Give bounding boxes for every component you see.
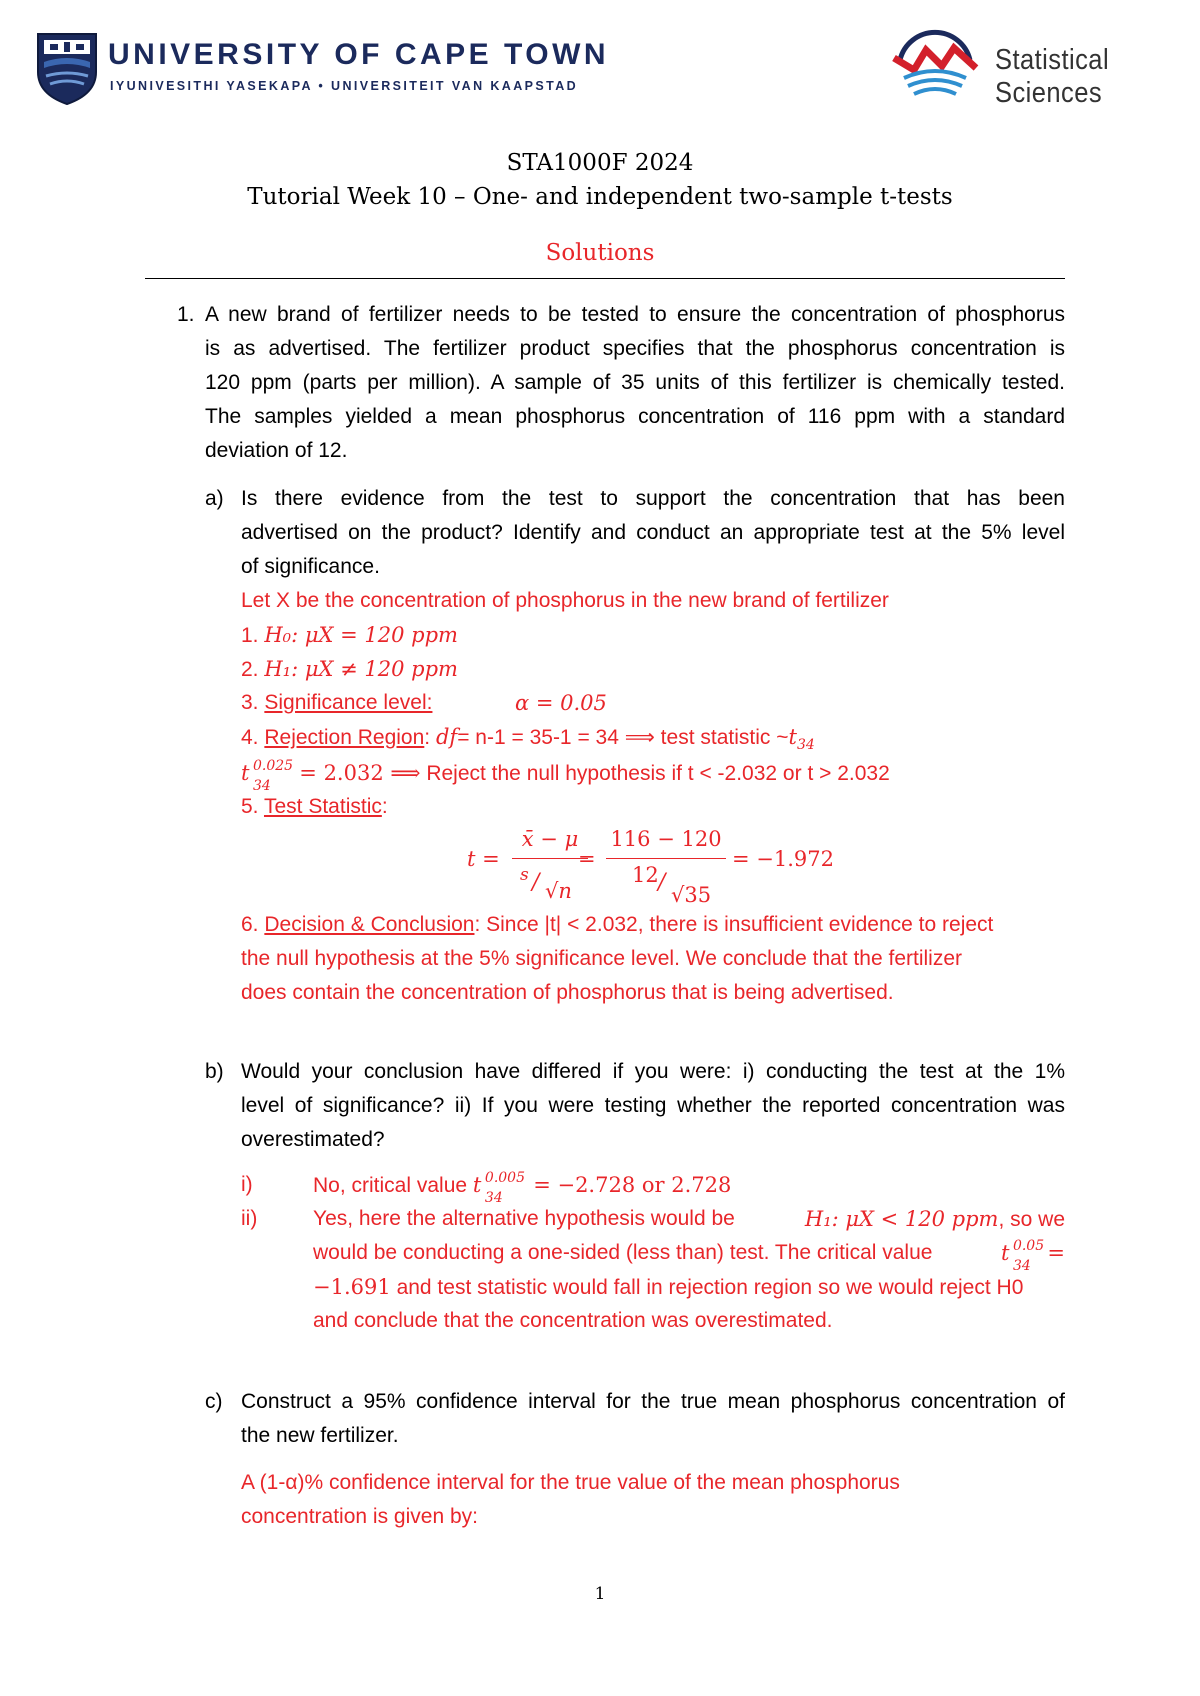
question-text-line: The samples yielded a mean phosphorus concentration of 116 ppm with a standard	[205, 405, 1065, 428]
university-subtitle: IYUNIVESITHI YASEKAPA • UNIVERSITEIT VAN KAAPSTAD	[110, 79, 579, 93]
formula-denominator-s: s	[520, 865, 529, 885]
part-text-line: Construct a 95% confidence interval for the true mean phosphorus concentration of	[241, 1390, 1065, 1413]
critical-equals: = 2.032 ⟹	[299, 761, 421, 785]
df-symbol: df	[435, 725, 458, 749]
part-text-line: advertised on the product? Identify and conduct an appropriate test at the 5% level	[241, 521, 1065, 544]
formula-numerator-2: 116 − 120	[610, 827, 722, 851]
formula-denominator-sqrt35: √35	[671, 883, 712, 907]
step-number: 5.	[241, 795, 259, 818]
step-number: 3.	[241, 691, 259, 714]
t-symbol: t	[241, 761, 250, 785]
part-text-line: Would your conclusion have differed if you were: i) conducting the test at the 1%	[241, 1060, 1065, 1083]
step-label: Rejection Region	[264, 726, 425, 749]
answer-ii-line: and conclude that the concentration was overestimated.	[313, 1309, 833, 1332]
step-label: Test Statistic	[263, 795, 382, 818]
formula-result: = −1.972	[732, 847, 834, 871]
answer-ii-line	[313, 1236, 1065, 1274]
solutions-heading: Solutions	[545, 240, 655, 266]
colon: :	[381, 795, 388, 818]
answer-text-line: concentration is given by:	[241, 1505, 478, 1528]
part-text-line: overestimated?	[241, 1128, 385, 1151]
slash: /	[532, 870, 540, 895]
answer-text: Yes, here the alternative hypothesis would be	[313, 1207, 735, 1230]
formula-denominator-sqrtn: √n	[545, 879, 572, 903]
critical-value-line	[241, 756, 890, 794]
question-text-line: is as advertised. The fertilizer product specifies that the phosphorus concentration is	[205, 337, 1065, 360]
critical-value: −1.691	[313, 1275, 391, 1299]
formula-numerator-1: x̄ − μ	[521, 827, 579, 851]
answer-intro: Let X be the concentration of phosphorus in the new brand of fertilizer	[241, 589, 889, 612]
reject-rule: Reject the null hypothesis if t < -2.032 or t > 2.032	[426, 762, 890, 785]
alpha-value: α = 0.05	[515, 691, 607, 715]
t-superscript: 0.025	[253, 758, 294, 774]
critical-t	[472, 1170, 525, 1206]
fraction-bar	[606, 858, 726, 859]
decision-text-line: : Since |t| < 2.032, there is insufficient evidence to reject	[474, 913, 994, 936]
step-alt-hypothesis	[241, 652, 458, 687]
critical-t	[1000, 1238, 1045, 1274]
critical-t	[241, 758, 294, 794]
answer-i	[313, 1168, 732, 1206]
uct-crest-logo	[36, 32, 98, 106]
step-test-statistic	[241, 790, 388, 824]
part-label: c)	[205, 1390, 223, 1413]
formula-t-eq: t =	[467, 847, 500, 871]
step-null-hypothesis	[241, 618, 458, 653]
answer-text: and test statistic would fall in rejection region so we would reject H0	[396, 1276, 1024, 1299]
answer-ii-line	[313, 1270, 1023, 1305]
part-text-line: of significance.	[241, 555, 380, 578]
step-number: 2.	[241, 658, 259, 681]
department-name: Statistical Sciences	[995, 44, 1110, 109]
question-text-line: A new brand of fertilizer needs to be tested to ensure the concentration of phosphorus	[205, 303, 1065, 326]
part-text-line: Is there evidence from the test to support the concentration that has been	[241, 487, 1065, 510]
step-number: 4.	[241, 726, 259, 749]
step-significance	[241, 686, 432, 720]
equals: =	[1047, 1241, 1065, 1265]
answer-text-line: A (1-α)% confidence interval for the true value of the mean phosphorus	[241, 1471, 900, 1494]
answer-i-text: No, critical value	[313, 1174, 468, 1197]
statistical-sciences-logo	[880, 20, 990, 104]
answer-i-values: = −2.728 or 2.728	[533, 1173, 732, 1197]
t-subscript: 34	[253, 778, 271, 794]
t-subscript: 34	[484, 1190, 503, 1206]
colon: :	[424, 726, 431, 749]
t-subscript: 34	[796, 737, 815, 754]
page-number: 1	[594, 1584, 606, 1604]
answer-text: would be conducting a one-sided (less than) test. The critical value	[313, 1241, 933, 1264]
step-label: Significance level:	[264, 691, 433, 714]
step-number: 6.	[241, 913, 259, 936]
step-decision	[241, 908, 993, 942]
question-text-line: 120 ppm (parts per million). A sample of 35 units of this fertilizer is chemically tested.	[205, 371, 1065, 394]
formula-eq-2: =	[578, 847, 596, 871]
part-label: b)	[205, 1060, 224, 1083]
formula-denominator-12: 12	[632, 863, 659, 887]
tutorial-title: Tutorial Week 10 – One- and independent two-sample t-tests	[247, 184, 953, 210]
alt-hypothesis-math: H₁: μX ≠ 120 ppm	[264, 657, 458, 681]
t-symbol: t	[1000, 1241, 1010, 1265]
part-text-line: the new fertilizer.	[241, 1424, 399, 1447]
alt-hypothesis-math: H₁: μX < 120 ppm	[804, 1207, 999, 1231]
step-label: Decision & Conclusion	[264, 913, 475, 936]
t-subscript: 34	[1012, 1258, 1031, 1274]
question-text-line: deviation of 12.	[205, 439, 348, 462]
decision-text-line: the null hypothesis at the 5% significance level. We conclude that the fertilizer	[241, 947, 963, 970]
answer-text: , so we	[998, 1208, 1065, 1231]
decision-text-line: does contain the concentration of phosphorus that is being advertised.	[241, 981, 894, 1004]
question-number: 1.	[177, 303, 195, 326]
part-label: a)	[205, 487, 224, 510]
df-text: = n-1 = 35-1 = 34 ⟹ test statistic ~	[457, 726, 789, 749]
step-number: 1.	[241, 624, 259, 647]
t-superscript: 0.05	[1012, 1238, 1045, 1254]
course-title: STA1000F 2024	[506, 150, 694, 176]
slash: /	[658, 870, 666, 895]
null-hypothesis-math: H₀: μX = 120 ppm	[264, 623, 458, 647]
title-divider	[145, 278, 1065, 279]
sub-answer-label: i)	[241, 1173, 253, 1196]
answer-ii-line	[313, 1202, 1065, 1237]
t-symbol: t	[788, 725, 797, 749]
t-superscript: 0.005	[484, 1170, 525, 1186]
university-name: UNIVERSITY OF CAPE TOWN	[108, 38, 610, 71]
t-symbol: t	[472, 1173, 482, 1197]
sub-answer-label: ii)	[241, 1207, 258, 1230]
part-text-line: level of significance? ii) If you were testing whether the reported concentration was	[241, 1094, 1065, 1117]
